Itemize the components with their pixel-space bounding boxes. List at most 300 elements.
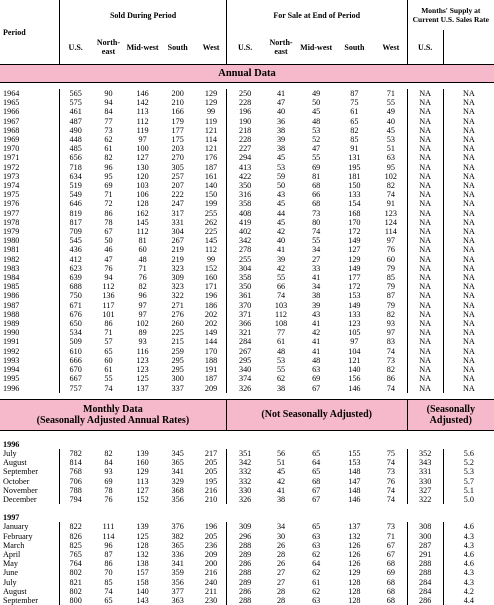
table-cell: 81: [312, 171, 321, 181]
table-cell: NA: [407, 264, 443, 273]
table-cell: 90: [104, 89, 113, 98]
sa-title-line1: (Seasonally: [426, 403, 475, 415]
table-cell: 74: [312, 227, 321, 237]
table-cell: 69: [312, 162, 321, 172]
col-sa-us: U.S.: [407, 30, 443, 65]
table-cell: 545: [60, 236, 91, 245]
table-cell: 126: [348, 559, 361, 569]
table-cell: 43: [312, 309, 321, 319]
table-cell: 150: [348, 181, 361, 191]
row-label: 1971: [3, 153, 20, 163]
table-cell: 40: [276, 107, 286, 117]
table-cell: 817: [60, 218, 91, 227]
table-cell: 49: [312, 89, 321, 98]
table-row: [0, 458, 494, 467]
row-label: March: [3, 540, 25, 550]
table-cell: 181: [348, 171, 361, 181]
table-cell: 646: [60, 199, 91, 208]
table-cell: 149: [348, 263, 361, 273]
table-cell: 709: [60, 227, 91, 236]
table-cell: 196: [226, 107, 263, 116]
table-cell: 309: [171, 273, 184, 283]
table-cell: 138: [136, 559, 149, 569]
table-cell: 177: [348, 273, 361, 283]
table-cell: 288: [407, 568, 443, 577]
table-cell: 5.2: [443, 458, 494, 467]
table-cell: 57: [104, 337, 113, 347]
row-label: 1990: [3, 328, 20, 338]
row-label: 1986: [3, 291, 20, 301]
table-cell: 66: [276, 282, 286, 292]
table-cell: 757: [60, 384, 91, 393]
table-cell: 145: [204, 236, 218, 246]
table-cell: 177: [171, 125, 184, 135]
table-cell: 129: [204, 89, 218, 98]
table-cell: 97: [138, 300, 147, 310]
row-label: July: [3, 448, 17, 458]
table-row: [0, 596, 494, 605]
table-cell: 228: [226, 98, 263, 107]
table-cell: 4.2: [443, 587, 494, 596]
table-cell: 30: [276, 531, 286, 541]
row-label: September: [3, 467, 39, 477]
table-cell: NA: [407, 273, 443, 282]
table-cell: 63: [312, 540, 321, 550]
table-cell: 247: [171, 199, 184, 209]
table-cell: 788: [60, 486, 91, 495]
row-label: 1977: [3, 208, 20, 218]
table-cell: 93: [104, 467, 113, 477]
table-cell: 97: [138, 135, 147, 145]
table-cell: 45: [276, 199, 286, 209]
table-cell: 332: [226, 467, 263, 476]
not-seasonally-adjusted-title: (Not Seasonally Adjusted): [226, 399, 407, 430]
table-cell: NA: [407, 236, 443, 245]
table-cell: 50: [104, 236, 113, 246]
table-cell: 74: [386, 494, 395, 504]
table-row: [0, 172, 494, 181]
table-cell: 667: [60, 374, 91, 383]
table-cell: 330: [226, 486, 263, 495]
table-cell: 53: [276, 355, 286, 365]
table-cell: 63: [312, 595, 321, 605]
table-cell: 225: [171, 328, 184, 338]
table-cell: NA: [443, 172, 494, 181]
table-cell: 352: [407, 449, 443, 458]
table-cell: 86: [104, 319, 113, 329]
table-cell: 74: [386, 485, 395, 495]
table-cell: 83: [386, 337, 395, 347]
table-cell: NA: [443, 374, 494, 383]
table-cell: 123: [136, 355, 149, 365]
table-cell: 67: [312, 383, 321, 393]
table-cell: NA: [443, 356, 494, 365]
table-cell: 97: [138, 309, 147, 319]
table-row: [0, 163, 494, 172]
row-label: May: [3, 559, 19, 569]
table-cell: 295: [171, 365, 184, 375]
table-cell: 5.3: [443, 467, 494, 476]
table-cell: NA: [443, 89, 494, 98]
table-cell: 114: [384, 227, 397, 237]
table-cell: 38: [276, 383, 286, 393]
table-cell: 765: [60, 550, 91, 559]
table-cell: NA: [443, 236, 494, 245]
table-cell: 114: [102, 531, 115, 541]
table-cell: 170: [204, 346, 218, 356]
table-cell: 131: [348, 153, 361, 163]
table-cell: 86: [104, 208, 113, 218]
table-cell: 94: [104, 98, 113, 108]
table-cell: 222: [171, 190, 184, 200]
table-cell: 45: [276, 467, 286, 477]
table-cell: NA: [407, 98, 443, 107]
row-label: 1970: [3, 144, 20, 154]
table-cell: 332: [226, 477, 263, 486]
table-cell: NA: [443, 273, 494, 282]
table-cell: 350: [226, 181, 263, 190]
table-cell: 96: [138, 291, 147, 301]
table-cell: 38: [276, 144, 286, 154]
table-cell: 55: [104, 374, 113, 384]
table-cell: 36: [276, 116, 286, 126]
table-row: [0, 190, 494, 199]
col-forsale-us: U.S.: [226, 30, 263, 65]
table-cell: 327: [407, 486, 443, 495]
row-label: 1994: [3, 365, 20, 375]
table-cell: 145: [136, 217, 149, 227]
table-cell: 155: [348, 448, 361, 458]
table-cell: 199: [204, 199, 218, 209]
table-cell: 52: [312, 135, 321, 145]
table-cell: 361: [226, 291, 263, 300]
table-row: [0, 291, 494, 300]
table-cell: 140: [204, 181, 218, 191]
table-cell: 286: [226, 587, 263, 596]
table-cell: NA: [407, 356, 443, 365]
table-cell: 104: [348, 346, 361, 356]
table-row: [0, 227, 494, 236]
table-cell: 69: [104, 476, 113, 486]
table-cell: 666: [60, 356, 91, 365]
table-cell: 128: [136, 199, 149, 209]
table-cell: 161: [204, 171, 218, 181]
table-row: [0, 559, 494, 568]
table-cell: 342: [226, 236, 263, 245]
table-cell: 68: [312, 476, 321, 486]
table-cell: 45: [312, 107, 321, 117]
row-label: July: [3, 577, 17, 587]
table-cell: 157: [136, 568, 149, 578]
table-cell: 262: [204, 217, 218, 227]
table-cell: 100: [136, 144, 149, 154]
table-cell: 371: [226, 310, 263, 319]
row-label: June: [3, 568, 19, 578]
row-label: 1988: [3, 309, 20, 319]
table-cell: 55: [312, 236, 321, 246]
table-cell: 688: [60, 282, 91, 291]
table-cell: 718: [60, 163, 91, 172]
table-cell: NA: [443, 199, 494, 208]
table-cell: 120: [136, 171, 149, 181]
table-cell: NA: [443, 209, 494, 218]
table-cell: 172: [348, 227, 361, 237]
table-cell: 42: [312, 328, 321, 338]
table-cell: NA: [407, 227, 443, 236]
table-cell: 85: [104, 577, 113, 587]
table-cell: NA: [407, 209, 443, 218]
table-cell: 146: [348, 383, 361, 393]
table-cell: 127: [348, 245, 361, 255]
table-cell: 331: [171, 217, 184, 227]
table-cell: 65: [104, 346, 113, 356]
table-cell: 45: [386, 125, 395, 135]
table-row: [0, 181, 494, 190]
table-cell: 67: [104, 227, 113, 237]
table-cell: 41: [312, 337, 321, 347]
table-cell: 519: [60, 181, 91, 190]
table-cell: 137: [348, 522, 361, 532]
table-cell: NA: [443, 190, 494, 199]
year-label-1996: 1996: [3, 439, 20, 449]
table-cell: 39: [276, 254, 286, 264]
table-cell: 365: [171, 458, 184, 468]
table-cell: NA: [443, 301, 494, 310]
table-cell: 286: [407, 596, 443, 605]
table-cell: 59: [276, 171, 286, 181]
seasonally-adjusted-title: [407, 399, 494, 430]
table-cell: NA: [407, 89, 443, 98]
table-cell: 111: [102, 522, 115, 532]
table-cell: 126: [348, 549, 361, 559]
table-cell: 147: [348, 476, 361, 486]
table-cell: 509: [60, 337, 91, 346]
table-cell: 294: [226, 153, 263, 162]
table-cell: 215: [171, 337, 184, 347]
table-cell: NA: [407, 218, 443, 227]
table-cell: 323: [171, 282, 184, 292]
table-cell: 102: [384, 171, 397, 181]
table-cell: 42: [276, 476, 286, 486]
table-row: [0, 199, 494, 208]
table-cell: NA: [443, 319, 494, 328]
table-cell: 326: [226, 495, 263, 504]
table-header: [0, 0, 494, 65]
table-cell: 706: [60, 477, 91, 486]
row-label: 1983: [3, 263, 20, 273]
table-cell: 255: [204, 208, 218, 218]
table-cell: 750: [60, 291, 91, 300]
table-cell: 77: [276, 328, 286, 338]
table-cell: 82: [386, 309, 395, 319]
table-cell: 284: [226, 337, 263, 346]
table-cell: 236: [204, 540, 218, 550]
table-cell: 69: [312, 374, 321, 384]
row-label: 1981: [3, 245, 20, 255]
table-cell: 289: [226, 578, 263, 587]
table-cell: 295: [226, 356, 263, 365]
table-cell: 175: [171, 135, 184, 145]
table-cell: 73: [386, 467, 395, 477]
period-header: Period: [0, 0, 60, 65]
table-cell: 71: [104, 190, 113, 200]
table-cell: 26: [276, 559, 286, 569]
table-cell: 196: [204, 522, 218, 532]
table-cell: 230: [204, 595, 218, 605]
table-cell: 125: [136, 374, 149, 384]
table-cell: 225: [204, 227, 218, 237]
table-cell: 129: [348, 254, 361, 264]
table-cell: 79: [386, 282, 395, 292]
table-row: [0, 587, 494, 596]
table-cell: 356: [171, 577, 184, 587]
table-cell: NA: [407, 144, 443, 153]
col-forsale-west: West: [375, 30, 407, 65]
table-cell: 128: [136, 540, 149, 550]
table-cell: 82: [104, 153, 113, 163]
table-cell: 240: [204, 577, 218, 587]
table-cell: 74: [386, 383, 395, 393]
table-cell: 84: [104, 107, 113, 117]
for-sale-header: For Sale at End of Period: [226, 0, 407, 30]
table-cell: 490: [60, 126, 91, 135]
table-cell: 188: [204, 355, 218, 365]
table-cell: 34: [276, 522, 286, 532]
table-cell: 146: [348, 494, 361, 504]
table-cell: 341: [171, 559, 184, 569]
col-sold-west: West: [196, 30, 226, 65]
table-cell: 485: [60, 144, 91, 153]
table-cell: 45: [276, 153, 286, 163]
table-cell: 121: [204, 125, 218, 135]
table-cell: 228: [226, 135, 263, 144]
table-cell: 40: [386, 116, 395, 126]
table-cell: 133: [348, 190, 361, 200]
table-cell: 82: [350, 125, 359, 135]
table-cell: 96: [104, 162, 113, 172]
table-cell: 61: [276, 337, 286, 347]
table-cell: 82: [386, 365, 395, 375]
table-cell: 73: [386, 355, 395, 365]
table-cell: 129: [204, 98, 218, 108]
table-cell: 461: [60, 107, 91, 116]
table-cell: 28: [276, 549, 286, 559]
table-cell: 127: [136, 485, 149, 495]
table-cell: 196: [204, 291, 218, 301]
table-cell: 358: [226, 273, 263, 282]
table-cell: 171: [204, 282, 218, 292]
table-cell: NA: [407, 126, 443, 135]
table-cell: 63: [312, 531, 321, 541]
table-cell: 75: [386, 448, 395, 458]
table-cell: 41: [276, 89, 286, 98]
row-label: 1993: [3, 355, 20, 365]
monthly-1996-section: [0, 440, 494, 504]
table-cell: 67: [312, 494, 321, 504]
table-cell: 116: [136, 346, 149, 356]
table-cell: 70: [104, 568, 113, 578]
table-cell: 160: [136, 458, 149, 468]
table-cell: 148: [348, 467, 361, 477]
monthly-data-title: [0, 399, 226, 430]
table-cell: 41: [276, 485, 286, 495]
table-cell: 38: [276, 125, 286, 135]
table-cell: 132: [136, 549, 149, 559]
table-cell: 68: [386, 586, 395, 596]
table-row: [0, 264, 494, 273]
row-label: 1967: [3, 116, 20, 126]
table-cell: NA: [407, 135, 443, 144]
table-cell: NA: [443, 365, 494, 374]
table-cell: 95: [386, 162, 395, 172]
table-cell: NA: [407, 117, 443, 126]
table-cell: 50: [276, 181, 286, 191]
table-cell: NA: [407, 190, 443, 199]
table-cell: 137: [136, 383, 149, 393]
months-supply-header: Months' Supply at Current U.S. Sales Rate: [407, 0, 494, 30]
table-cell: 82: [386, 181, 395, 191]
table-cell: 102: [136, 319, 149, 329]
table-cell: 61: [312, 577, 321, 587]
monthly-1997-section: [0, 504, 494, 605]
table-cell: 152: [136, 494, 149, 504]
table-cell: NA: [443, 126, 494, 135]
table-row: [0, 356, 494, 365]
table-cell: 304: [226, 264, 263, 273]
table-cell: 93: [386, 319, 395, 329]
table-cell: 351: [226, 449, 263, 458]
row-label: August: [3, 586, 27, 596]
table-cell: NA: [443, 218, 494, 227]
table-cell: 71: [104, 328, 113, 338]
table-cell: 45: [276, 217, 286, 227]
table-cell: 764: [60, 559, 91, 568]
table-cell: 68: [386, 577, 395, 587]
table-cell: 359: [171, 568, 184, 578]
table-cell: 74: [276, 291, 286, 301]
table-cell: 166: [171, 107, 184, 117]
table-cell: 119: [136, 125, 149, 135]
table-cell: 487: [60, 117, 91, 126]
row-label: 1975: [3, 190, 20, 200]
table-cell: 768: [60, 467, 91, 476]
table-cell: 112: [136, 227, 149, 237]
table-cell: 153: [348, 458, 361, 468]
table-cell: NA: [443, 384, 494, 393]
table-cell: 316: [226, 190, 263, 199]
table-cell: 794: [60, 495, 91, 504]
table-cell: 267: [171, 236, 184, 246]
table-cell: 47: [104, 254, 113, 264]
table-cell: 62: [312, 549, 321, 559]
table-cell: 259: [171, 346, 184, 356]
table-cell: 65: [312, 522, 321, 532]
table-cell: 802: [60, 568, 91, 577]
table-cell: 149: [348, 300, 361, 310]
table-cell: NA: [407, 181, 443, 190]
table-cell: 130: [136, 162, 149, 172]
table-cell: 53: [312, 125, 321, 135]
table-cell: 28: [276, 595, 286, 605]
table-cell: 300: [171, 374, 184, 384]
table-cell: 191: [204, 365, 218, 375]
table-row: [0, 568, 494, 577]
table-cell: 79: [386, 263, 395, 273]
table-cell: NA: [443, 98, 494, 107]
table-cell: 365: [171, 540, 184, 550]
table-cell: 74: [104, 586, 113, 596]
table-cell: 170: [348, 217, 361, 227]
